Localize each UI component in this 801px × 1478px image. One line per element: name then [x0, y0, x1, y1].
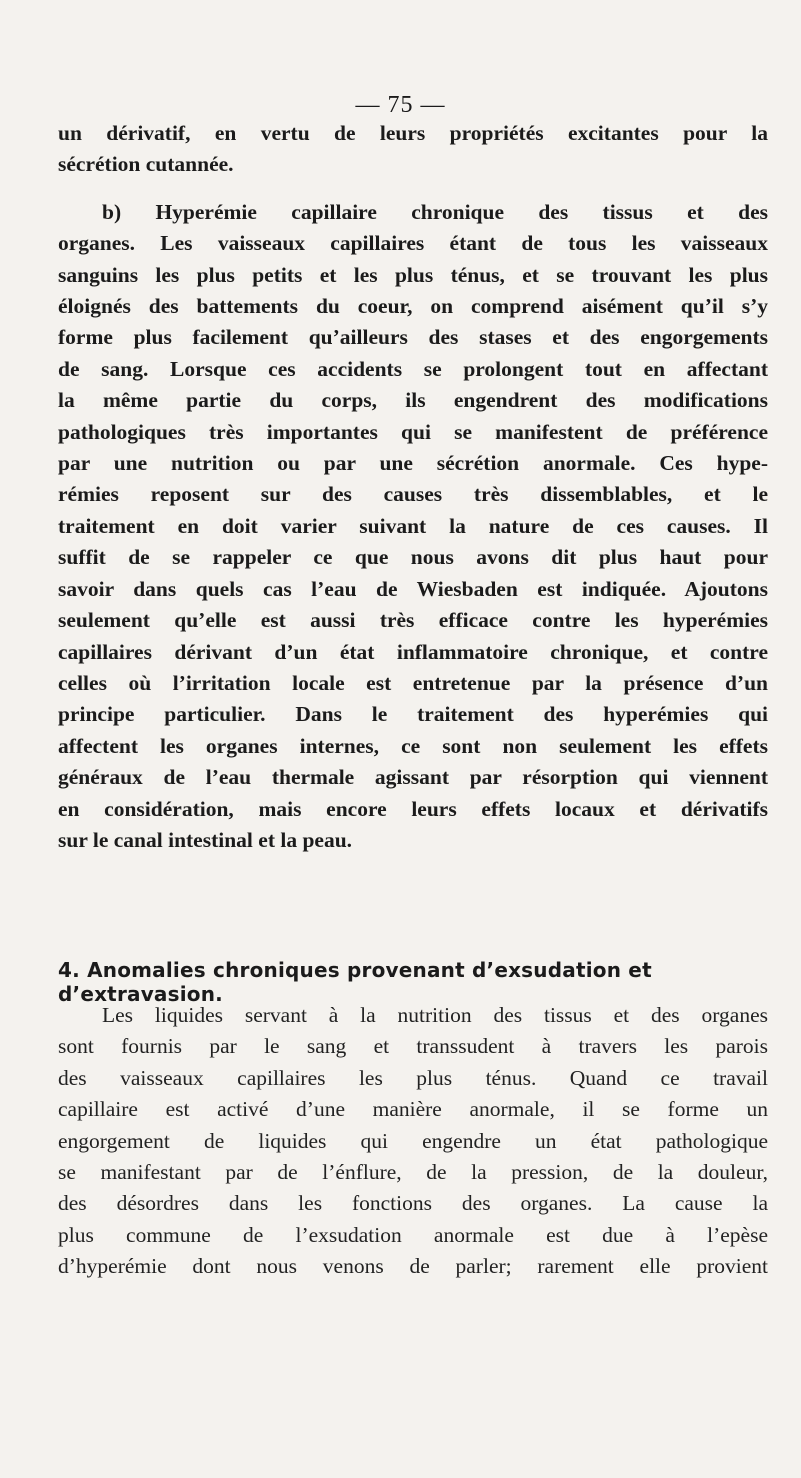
paragraph-line: un dérivatif, en vertu de leurs propriétés excitantes pour la — [58, 121, 768, 145]
paragraph-line: pathologiques très importantes qui se manifestent de préférence — [58, 419, 768, 444]
paragraph-line: engorgement de liquides qui engendre un état pathologique — [58, 1128, 768, 1153]
paragraph-line: suffit de se rappeler ce que nous avons dit plus haut pour — [58, 545, 768, 570]
paragraph-line: généraux de l’eau thermale agissant par résorption qui viennent — [58, 765, 768, 790]
page-number: — 75 — — [355, 92, 446, 118]
paragraph-line: affectent les organes internes, ce sont non seulement les effets — [58, 733, 768, 758]
paragraph-line: b) Hyperémie capillaire chronique des tissus et des — [102, 199, 768, 224]
paragraph-line: capillaire est activé d’une manière anormale, il se forme un — [58, 1097, 768, 1122]
paragraph-line: principe particulier. Dans le traitement des hyperémies qui — [58, 702, 768, 727]
paragraph-gap — [58, 181, 768, 197]
paragraph-line: sur le canal intestinal et la peau. — [58, 827, 353, 852]
paragraph-line: traitement en doit varier suivant la nature de ces causes. Il — [58, 513, 768, 538]
paragraph-line: seulement qu’elle est aussi très efficace contre les hyperémies — [58, 608, 768, 633]
section-heading: 4. Anomalies chroniques provenant d’exsudation et d’extravasion. — [58, 958, 652, 1006]
paragraph-line: rémies reposent sur des causes très dissemblables, et le — [58, 482, 768, 507]
paragraph-line: celles où l’irritation locale est entretenue par la présence d’un — [58, 670, 768, 695]
paragraph-line: la même partie du corps, ils engendrent des modifications — [58, 388, 768, 413]
paragraph-line: plus commune de l’exsudation anormale est due à l’epèse — [58, 1222, 768, 1247]
paragraph-line: en considération, mais encore leurs effets locaux et dérivatifs — [58, 796, 768, 821]
paragraph-line: forme plus facilement qu’ailleurs des stases et des engorgements — [58, 325, 768, 350]
paragraph-line: de sang. Lorsque ces accidents se prolongent tout en affectant — [58, 356, 768, 381]
paragraph-line: se manifestant par de l’énflure, de la pression, de la douleur, — [58, 1160, 768, 1185]
paragraph-line: sanguins les plus petits et les plus ténus, et se trouvant les plus — [58, 262, 768, 287]
paragraph-line: Les liquides servant à la nutrition des tissus et des organes — [102, 1003, 768, 1027]
body-text-upper — [58, 118, 768, 856]
paragraph-line: d’hyperémie dont nous venons de parler; rarement elle provient — [58, 1254, 768, 1279]
paragraph-line: sont fournis par le sang et transsudent à travers les parois — [58, 1034, 768, 1059]
paragraph-line: sécrétion cutannée. — [58, 152, 234, 177]
paragraph-line: capillaires dérivant d’un état inflammatoire chronique, et contre — [58, 639, 768, 664]
paragraph-line: organes. Les vaisseaux capillaires étant de tous les vaisseaux — [58, 231, 768, 256]
paragraph-line: des désordres dans les fonctions des organes. La cause la — [58, 1191, 768, 1216]
paragraph-line: savoir dans quels cas l’eau de Wiesbaden est indiquée. Ajoutons — [58, 576, 768, 601]
paragraph-line: par une nutrition ou par une sécrétion anormale. Ces hype- — [58, 451, 768, 476]
paragraph-line: des vaisseaux capillaires les plus ténus. Quand ce travail — [58, 1065, 768, 1090]
body-text-lower — [58, 1000, 768, 1283]
paragraph-line: éloignés des battements du coeur, on comprend aisément qu’il s’y — [58, 294, 768, 319]
